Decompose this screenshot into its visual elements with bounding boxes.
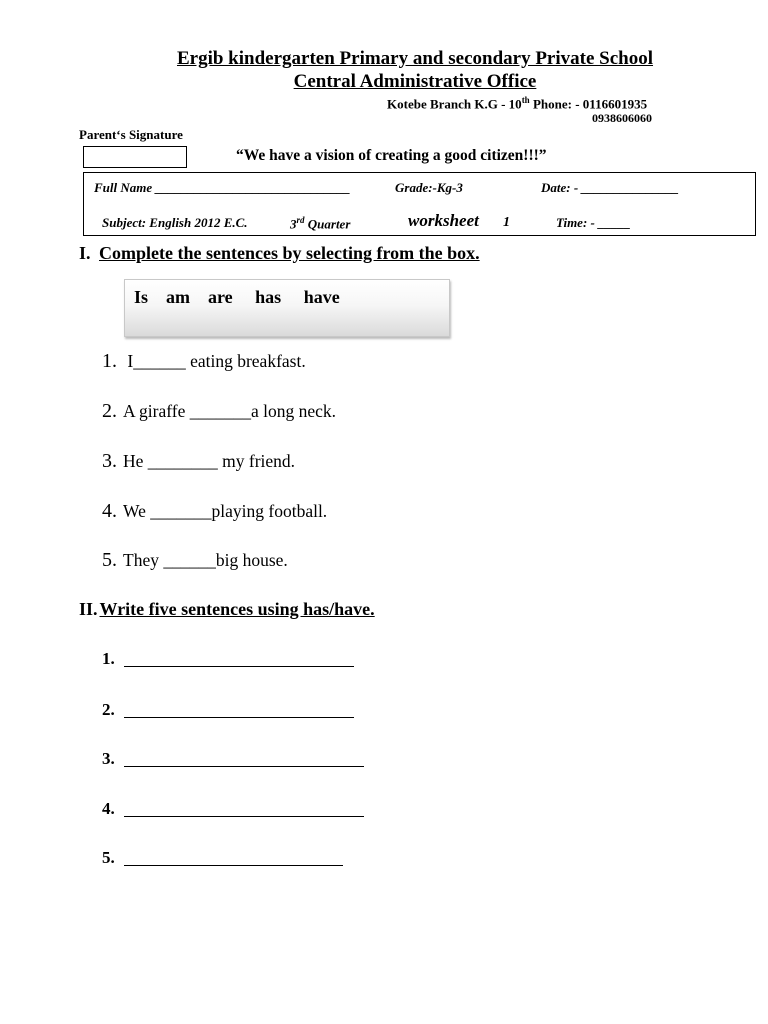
question-4 [102, 500, 327, 523]
word-bank-box [124, 279, 450, 337]
full-name-field[interactable]: Full Name ______________________________ [94, 180, 351, 195]
question-5 [102, 549, 288, 572]
question-number: 3. [102, 450, 117, 472]
word-is: Is [134, 287, 149, 307]
section1-number: I. [79, 243, 91, 263]
word-have: have [303, 287, 340, 307]
parent-signature-label: Parent‘s Signature [79, 127, 183, 142]
quarter-num: 3 [290, 216, 297, 232]
write-line-number: 5. [102, 848, 115, 867]
quarter-label: Quarter [304, 216, 351, 232]
word-bank-row [134, 287, 340, 308]
school-name: Ergib kindergarten Primary and secondary Private School [176, 48, 654, 69]
question-1 [102, 350, 306, 373]
branch-phone [387, 95, 647, 112]
branch-phone-text: Phone: - 0116601935 [529, 96, 648, 112]
word-has: has [255, 287, 282, 307]
write-line-4[interactable] [124, 816, 364, 817]
write-line-2[interactable] [124, 717, 354, 718]
section2-title: Write five sentences using has/have. [99, 599, 375, 619]
question-text: I______ eating breakfast. [123, 351, 306, 371]
write-line-3[interactable] [124, 766, 364, 767]
word-are: are [208, 287, 233, 307]
question-3 [102, 450, 295, 473]
question-text: We _______playing football. [123, 501, 328, 521]
section1-title: Complete the sentences by selecting from the box. [99, 243, 480, 263]
quarter-field [290, 215, 350, 232]
phone-secondary: 0938606060 [592, 111, 652, 125]
parent-signature-box[interactable] [83, 146, 187, 168]
write-line-number: 3. [102, 749, 115, 768]
write-line-5[interactable] [124, 865, 343, 866]
school-motto: “We have a vision of creating a good citizen!!!” [236, 147, 547, 164]
question-number: 4. [102, 500, 117, 522]
write-line-number: 4. [102, 799, 115, 818]
quarter-sup: rd [296, 215, 305, 225]
worksheet-number: 1 [503, 215, 510, 230]
write-line-number: 2. [102, 700, 115, 719]
question-text: He ________ my friend. [123, 451, 296, 471]
branch-prefix: Kotebe Branch K.G - 10 [387, 96, 522, 112]
question-number: 2. [102, 400, 117, 422]
write-line-number: 1. [102, 649, 115, 668]
section2-heading [79, 599, 375, 620]
section1-heading [79, 243, 480, 264]
question-text: A giraffe _______a long neck. [123, 401, 337, 421]
branch-sup: th [521, 95, 530, 105]
question-number: 1. [102, 350, 117, 372]
question-text: They ______big house. [123, 550, 288, 570]
section2-number: II. [79, 599, 98, 619]
time-field[interactable]: Time: - _____ [556, 215, 631, 230]
worksheet-label: worksheet [408, 211, 479, 230]
question-2 [102, 400, 336, 423]
office-title: Central Administrative Office [293, 71, 537, 92]
grade-field: Grade:-Kg-3 [395, 180, 463, 195]
question-number: 5. [102, 549, 117, 571]
word-am: am [166, 287, 191, 307]
subject-field: Subject: English 2012 E.C. [102, 215, 248, 230]
write-line-1[interactable] [124, 666, 354, 667]
date-field[interactable]: Date: - _______________ [541, 180, 679, 195]
